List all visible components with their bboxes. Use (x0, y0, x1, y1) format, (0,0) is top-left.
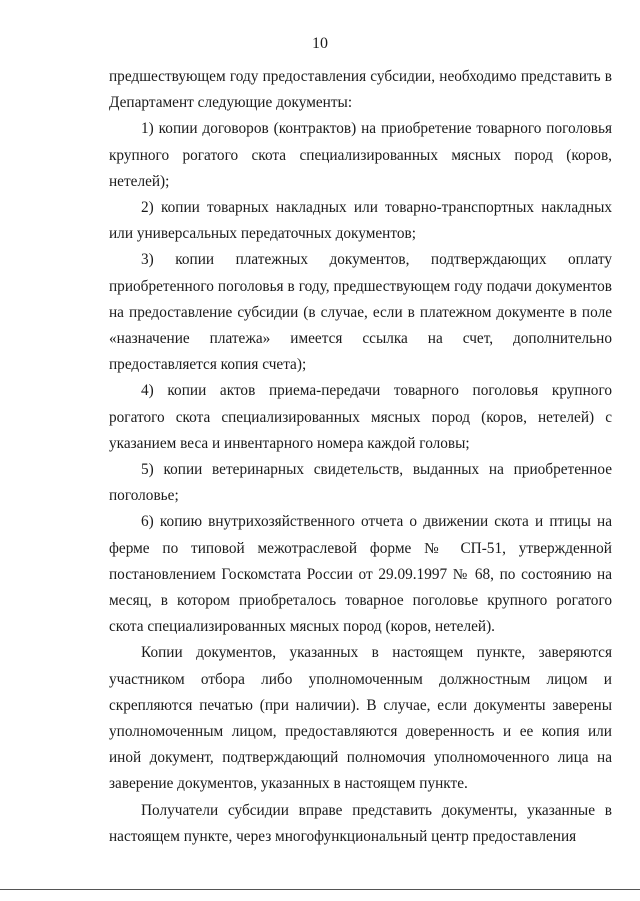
paragraph-item-4: 4) копии актов приема-передачи товарного поголовья крупного рогатого скота специализированных мясных пород (коров, нетелей) с указанием веса и инвентарного номера каждой головы; (109, 382, 612, 452)
paragraph-item-6: 6) копию внутрихозяйственного отчета о движении скота и птицы на ферме по типовой межотраслевой форме № СП-51, утвержденной постановлением Госкомстата России от 29.09.1997 № 68, по состоянию на месяц, в котором приобреталось товарное поголовье крупного рогатого скота специализированных мясных пород (коров, нетелей). (109, 513, 612, 636)
paragraph-item-3: 3) копии платежных документов, подтверждающих оплату приобретенного поголовья в году, предшествующем году подачи документов на предоставление субсидии (в случае, если в платежном документе в поле «назначение платежа» имеется ссылка на счет, дополнительно предоставляется копия счета); (109, 251, 612, 374)
page-number: 10 (312, 35, 328, 52)
page-bottom-rule (0, 889, 640, 890)
paragraph-certification: Копии документов, указанных в настоящем пункте, заверяются участником отбора либо уполномоченным должностным лицом и скрепляются печатью (при наличии). В случае, если документы заверены уполномоченным лицом, предоставляются доверенность и ее копия или иной документ, подтверждающий полномочия уполномоченного лица на заверение документов, указанных в настоящем пункте. (109, 644, 612, 793)
paragraph-item-5: 5) копии ветеринарных свидетельств, выданных на приобретенное поголовье; (109, 461, 612, 505)
paragraph-mfc: Получатели субсидии вправе представить документы, указанные в настоящем пункте, через многофункциональный центр предоставления (109, 801, 612, 845)
paragraph-item-1: 1) копии договоров (контрактов) на приобретение товарного поголовья крупного рогатого скота специализированных мясных пород (коров, нетелей); (109, 120, 612, 190)
paragraph-item-2: 2) копии товарных накладных или товарно-транспортных накладных или универсальных передаточных документов; (109, 199, 612, 243)
document-body (109, 64, 612, 850)
paragraph-intro: предшествующем году предоставления субсидии, необходимо представить в Департамент следующие документы: (109, 68, 612, 112)
